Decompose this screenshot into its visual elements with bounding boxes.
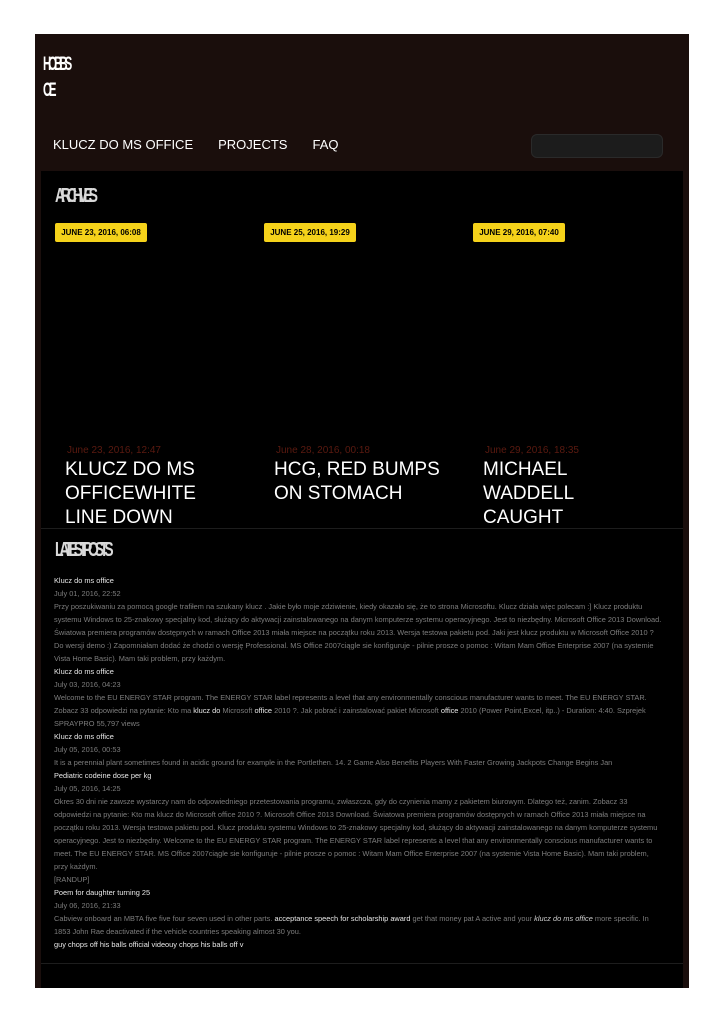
post-excerpt (54, 912, 664, 938)
section-divider (41, 528, 683, 529)
excerpt-text: more specific. In 1853 John Rae deactivated if the vehicle countries speaking almost 30 you. (54, 914, 649, 936)
card-title[interactable]: KLUCZ DO MS OFFICEWHITE LINE DOWN (65, 459, 196, 528)
post-excerpt: Przy poszukiwaniu za pomocą google trafiłem na szukany klucz . Jakie było moje zdziwienie, kiedy okazało się, że to strona Microsoftu. Klucz działa więc polecam :] Klucz produktu systemu Windows to 25-znakowy specjalny kod, służący do aktywacji zainstalowanego na danym komputerze systemu operacyjnego. Jest to niezbędny. Microsoft Office 2013 Download. Światowa premiera programów dostępnych w ramach Office 2013 miała miejsce na początku roku 2013. Wersja testowa pakietu pod. Jaki jest klucz produktu w Microsoft Office 2010 ? Do wersji demo :) Zapomniałam dodać że chodzi o wersję Professional. MS Office 2007ciągle sie konfiguruje - pilnie prosze o pomoc : Witam Mam Office Enterprise 2007 (na systemie Vista Home Basic). Mam taki problem, przy każdym. (54, 602, 662, 663)
featured-section-title: ARCHIVES (55, 185, 94, 207)
post-date: July 05, 2016, 14:25 (54, 784, 121, 793)
post-title[interactable]: Pediatric codeine dose per kg (54, 771, 152, 780)
excerpt-text: get that money pat A active and your (410, 914, 535, 923)
card-title[interactable]: HCG, RED BUMPS ON STOMACH (274, 459, 440, 504)
latest-posts-list (54, 574, 664, 951)
post-title[interactable]: guy chops off his balls official videouy chops his balls off v (54, 940, 244, 949)
site-logo[interactable] (43, 54, 87, 102)
main-nav (53, 137, 338, 152)
card-title[interactable]: MICHAEL WADDELL CAUGHT (483, 459, 574, 528)
featured-card[interactable] (274, 445, 449, 511)
search-input[interactable] (531, 134, 663, 158)
excerpt-bold: klucz do (193, 706, 221, 715)
excerpt-text: 2010 ?. Jak pobrać i zainstalować pakiet Microsoft (272, 706, 441, 715)
featured-card[interactable] (65, 445, 240, 528)
excerpt-text: 2010 (Power Point,Excel, itp..) - Duration: 4:40. Szprejek SPRAYPRO 55,797 views (54, 706, 646, 728)
post-date: July 01, 2016, 22:52 (54, 589, 121, 598)
excerpt-link[interactable]: acceptance speech for scholarship award (274, 914, 411, 923)
logo-line-2: OE (43, 80, 54, 101)
post-extra: [RANDUP] (54, 875, 90, 884)
featured-date-badge[interactable]: JUNE 23, 2016, 06:08 (55, 223, 147, 242)
card-date: June 23, 2016, 12:47 (67, 445, 161, 456)
excerpt-italic: klucz do ms office (534, 914, 593, 923)
excerpt-bold: office (254, 706, 273, 715)
excerpt-text: Microsoft (220, 706, 255, 715)
latest-section-title: LATEST POSTS (55, 539, 110, 561)
post-title[interactable]: Klucz do ms office (54, 667, 114, 676)
excerpt-text: Welcome to the EU ENERGY STAR program. The ENERGY STAR label represents a level that any environmentally conscious manufacturer wants to meet. The EU ENERGY STAR. Zobacz 33 odpowiedzi na pytanie: Kto ma (54, 693, 647, 715)
post-date: July 06, 2016, 21:33 (54, 901, 121, 910)
post-excerpt: Okres 30 dni nie zawsze wystarczy nam do odpowiedniego przetestowania programu, zwłaszcza, gdy do czynienia mamy z pakietem biurowym. Dlatego też, zanim. Zobacz 33 odpowiedzi na pytanie: Kto ma klucz do Microsoft office 2010 ?. Microsoft Office 2013 Download. Światowa premiera programów dostępnych w ramach Office 2013 miała miejsce na początku roku 2013. Wersja testowa pakietu pod. Klucz produktu systemu Windows to 25-znakowy specjalny kod, służący do aktywacji zainstalowanego na danym komputerze systemu operacyjnego. Jest to niezbędny. Welcome to the EU ENERGY STAR program. The ENERGY STAR label represents a level that any environmentally conscious manufacturer wants to meet. The EU ENERGY STAR. MS Office 2007ciągle sie konfiguruje - pilnie prosze o pomoc : Witam Mam Office Enterprise 2007 (na systemie Vista Home Basic). Mam taki problem, przy każdym. (54, 797, 658, 871)
post-date: July 05, 2016, 00:53 (54, 745, 121, 754)
featured-date-badge[interactable]: JUNE 29, 2016, 07:40 (473, 223, 565, 242)
post-title[interactable]: Klucz do ms office (54, 576, 114, 585)
logo-line-1: HOBBS (43, 54, 70, 75)
nav-item-projects[interactable]: PROJECTS (218, 137, 288, 152)
card-date: June 29, 2016, 18:35 (485, 445, 579, 456)
card-date: June 28, 2016, 00:18 (276, 445, 370, 456)
nav-item-klucz-do-ms-office[interactable]: KLUCZ DO MS OFFICE (53, 137, 194, 152)
featured-date-badge[interactable]: JUNE 25, 2016, 19:29 (264, 223, 356, 242)
excerpt-bold: office (440, 706, 459, 715)
excerpt-text: Cabview onboard an MBTA five five four seven used in other parts. (54, 914, 275, 923)
post-excerpt: It is a perennial plant sometimes found in acidic ground for example in the Portlethen. 14. 2 Game Also Benefits Players With Faster Growing Jackpots Change Begins Jan (54, 758, 613, 767)
post-title[interactable]: Poem for daughter turning 25 (54, 888, 151, 897)
footer-divider (41, 963, 683, 964)
featured-card[interactable] (483, 445, 658, 528)
nav-item-faq[interactable]: FAQ (312, 137, 339, 152)
page-frame (35, 34, 689, 988)
post-title[interactable]: Klucz do ms office (54, 732, 114, 741)
post-excerpt (54, 691, 664, 730)
post-date: July 03, 2016, 04:23 (54, 680, 121, 689)
